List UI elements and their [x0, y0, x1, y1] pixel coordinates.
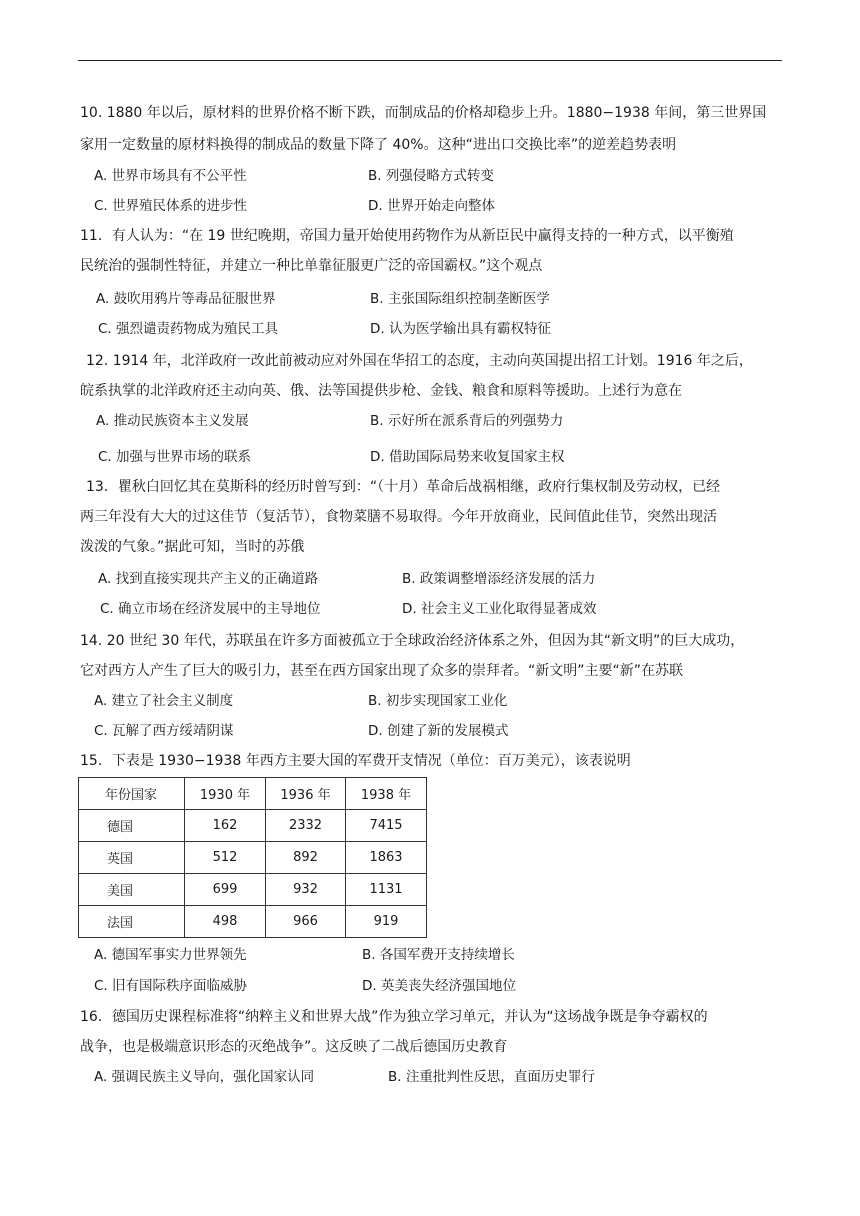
- table-header-cell: 年份国家: [79, 778, 185, 810]
- q11-option-a[interactable]: A. 鼓吹用鸦片等毒品征服世界: [96, 291, 276, 307]
- table-header-cell: 1930 年: [185, 778, 266, 810]
- q10-option-b[interactable]: B. 列强侵略方式转变: [368, 168, 494, 184]
- q14-stem-line-2: 它对西方人产生了巨大的吸引力，甚至在西方国家出现了众多的崇拜者。“新文明”主要“新”在苏联: [80, 663, 684, 679]
- table-cell: 512: [185, 842, 266, 874]
- table-cell-country: 美国: [79, 874, 185, 906]
- q16-option-a[interactable]: A. 强调民族主义导向，强化国家认同: [94, 1069, 315, 1085]
- table-cell-country: 法国: [79, 906, 185, 938]
- table-row: [79, 874, 427, 906]
- q12-option-a[interactable]: A. 推动民族资本主义发展: [96, 413, 249, 429]
- q14-option-c[interactable]: C. 瓦解了西方绥靖阴谋: [94, 723, 234, 739]
- q10-stem-line-2: 家用一定数量的原材料换得的制成品的数量下降了 40%。这种“进出口交换比率”的逆差趋势表明: [80, 137, 677, 153]
- q13-stem-line-1: 13．瞿秋白回忆其在莫斯科的经历时曾写到：“（十月）革命后战祸相继，政府行集权制及劳动权，已经: [86, 479, 721, 495]
- table-cell: 1131: [346, 874, 427, 906]
- table-row: [79, 906, 427, 938]
- table-header-cell: 1936 年: [266, 778, 346, 810]
- q12-option-c[interactable]: C. 加强与世界市场的联系: [98, 449, 252, 465]
- table-cell: 892: [266, 842, 346, 874]
- q10-stem-line-1: 10. 1880 年以后，原材料的世界价格不断下跌，而制成品的价格却稳步上升。1880−1938 年间，第三世界国: [80, 105, 767, 121]
- q11-option-c[interactable]: C. 强烈谴责药物成为殖民工具: [98, 321, 279, 337]
- q10-option-d[interactable]: D. 世界开始走向整体: [368, 198, 495, 214]
- q16-option-b[interactable]: B. 注重批判性反思，直面历史罪行: [388, 1069, 595, 1085]
- q11-stem-line-2: 民统治的强制性特征，并建立一种比单靠征服更广泛的帝国霸权。”这个观点: [80, 258, 543, 274]
- table-cell: 699: [185, 874, 266, 906]
- q11-stem-line-1: 11．有人认为：“在 19 世纪晚期，帝国力量开始使用药物作为从新臣民中赢得支持的一种方式，以平衡殖: [80, 228, 734, 244]
- q14-option-a[interactable]: A. 建立了社会主义制度: [94, 693, 234, 709]
- q15-stem-line-1: 15．下表是 1930−1938 年西方主要大国的军费开支情况（单位：百万美元），该表说明: [80, 753, 631, 769]
- q11-option-d[interactable]: D. 认为医学输出具有霸权特征: [370, 321, 551, 337]
- q14-option-d[interactable]: D. 创建了新的发展模式: [368, 723, 509, 739]
- q10-option-c[interactable]: C. 世界殖民体系的进步性: [94, 198, 248, 214]
- table-cell: 966: [266, 906, 346, 938]
- table-header-row: [79, 778, 427, 810]
- q14-stem-line-1: 14. 20 世纪 30 年代，苏联虽在许多方面被孤立于全球政治经济体系之外，但因为其“新文明”的巨大成功，: [80, 633, 745, 649]
- table-header-cell: 1938 年: [346, 778, 427, 810]
- q13-option-c[interactable]: C. 确立市场在经济发展中的主导地位: [100, 601, 321, 617]
- table-cell: 1863: [346, 842, 427, 874]
- q13-stem-line-3: 泼泼的气象。”据此可知，当时的苏俄: [80, 539, 305, 555]
- q12-option-d[interactable]: D. 借助国际局势来收复国家主权: [370, 449, 565, 465]
- q10-option-a[interactable]: A. 世界市场具有不公平性: [94, 168, 247, 184]
- q13-stem-line-2: 两三年没有大大的过这佳节（复活节），食物菜膳不易取得。今年开放商业，民间值此佳节，突然出现活: [80, 509, 717, 525]
- q14-option-b[interactable]: B. 初步实现国家工业化: [368, 693, 508, 709]
- table-cell-country: 德国: [79, 810, 185, 842]
- table-row: [79, 842, 427, 874]
- table-cell: 498: [185, 906, 266, 938]
- q12-option-b[interactable]: B. 示好所在派系背后的列强势力: [370, 413, 564, 429]
- table-cell: 162: [185, 810, 266, 842]
- q11-option-b[interactable]: B. 主张国际组织控制垄断医学: [370, 291, 550, 307]
- q13-option-b[interactable]: B. 政策调整增添经济发展的活力: [402, 571, 596, 587]
- q16-stem-line-2: 战争，也是极端意识形态的灭绝战争”。这反映了二战后德国历史教育: [80, 1039, 508, 1055]
- q12-stem-line-2: 皖系执掌的北洋政府还主动向英、俄、法等国提供步枪、金钱、粮食和原料等援助。上述行为意在: [80, 383, 682, 399]
- table-cell: 2332: [266, 810, 346, 842]
- q15-option-d[interactable]: D. 英美丧失经济强国地位: [362, 978, 516, 994]
- q15-option-c[interactable]: C. 旧有国际秩序面临威胁: [94, 978, 248, 994]
- q15-option-a[interactable]: A. 德国军事实力世界领先: [94, 947, 247, 963]
- table-cell: 919: [346, 906, 427, 938]
- table-cell-country: 英国: [79, 842, 185, 874]
- q13-option-a[interactable]: A. 找到直接实现共产主义的正确道路: [98, 571, 319, 587]
- table-cell: 932: [266, 874, 346, 906]
- military-spending-table: [78, 777, 427, 938]
- header-rule: [78, 60, 782, 61]
- q15-option-b[interactable]: B. 各国军费开支持续增长: [362, 947, 515, 963]
- q16-stem-line-1: 16．德国历史课程标准将“纳粹主义和世界大战”作为独立学习单元，并认为“这场战争既是争夺霸权的: [80, 1009, 708, 1025]
- table-row: [79, 810, 427, 842]
- q13-option-d[interactable]: D. 社会主义工业化取得显著成效: [402, 601, 597, 617]
- q12-stem-line-1: 12. 1914 年，北洋政府一改此前被动应对外国在华招工的态度，主动向英国提出招工计划。1916 年之后，: [86, 353, 753, 369]
- table-cell: 7415: [346, 810, 427, 842]
